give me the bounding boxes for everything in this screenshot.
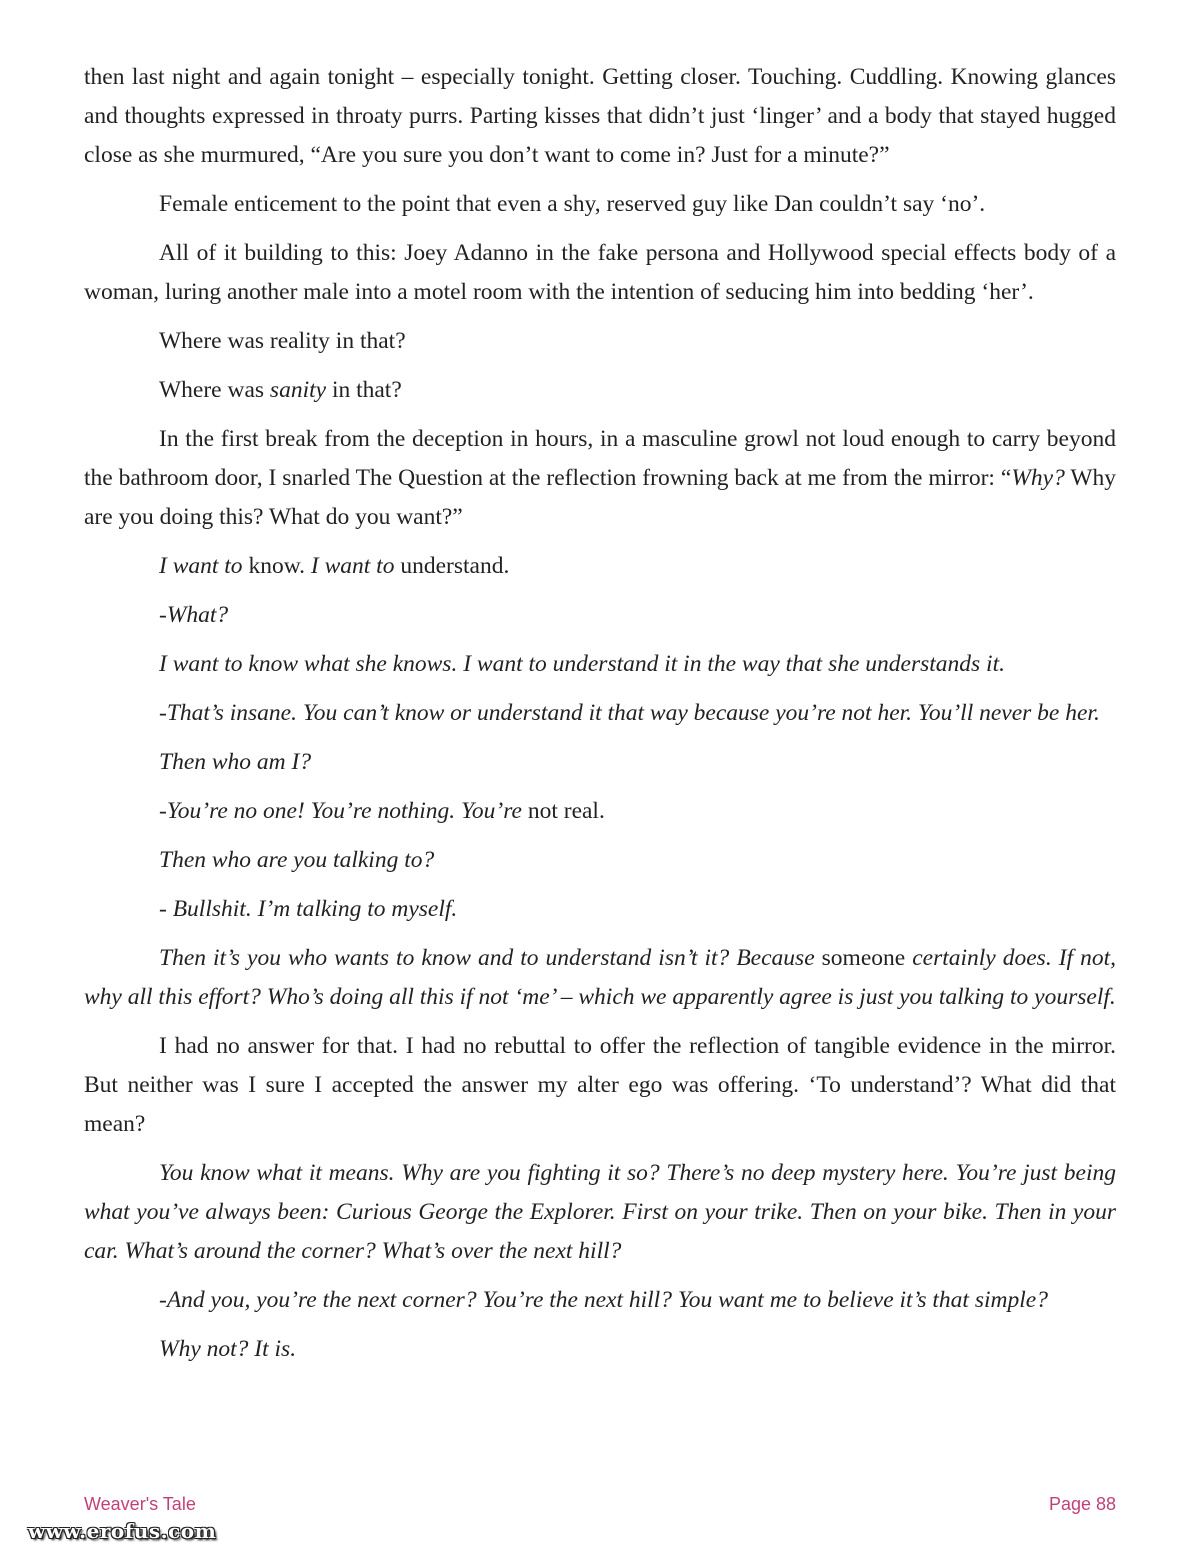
paragraph bbox=[84, 547, 1116, 586]
paragraph bbox=[84, 58, 1116, 175]
paragraph bbox=[84, 792, 1116, 831]
text-run: All of it building to this: Joey Adanno in the fake persona and Hollywood special effects body of a woman, luring another male into a motel room with the intention of seducing him into bedding ‘her’. bbox=[84, 240, 1116, 305]
paragraph bbox=[84, 420, 1116, 537]
site-watermark: www.erofus.com bbox=[28, 1519, 217, 1543]
italic-text-run: Then who am I? bbox=[159, 749, 312, 775]
page-footer bbox=[84, 1494, 1116, 1520]
italic-text-run: Why? bbox=[1011, 465, 1065, 491]
text-run: not real. bbox=[521, 798, 605, 824]
page-body bbox=[84, 58, 1116, 1379]
paragraph bbox=[84, 1281, 1116, 1320]
text-run: in that? bbox=[326, 377, 402, 403]
italic-text-run: I want to know what she knows. I want to understand it in the way that she understands it. bbox=[159, 651, 1005, 677]
italic-text-run: Why not? It is. bbox=[159, 1336, 297, 1362]
footer-book-title: Weaver's Tale bbox=[84, 1494, 196, 1514]
text-run: Where was bbox=[159, 377, 270, 403]
paragraph bbox=[84, 1154, 1116, 1271]
italic-text-run: -And you, you’re the next corner? You’re the next hill? You want me to believe it’s that simple? bbox=[159, 1287, 1048, 1313]
text-run: Where was reality in that? bbox=[159, 328, 406, 354]
italic-text-run: You know what it means. Why are you fighting it so? There’s no deep mystery here. You’re just being what you’ve always been: Curious George the Explorer. First on your trike. Then on your bike. Then in your car. What’s around the corner? What’s over the next hill? bbox=[84, 1160, 1116, 1264]
text-run: then last night and again tonight – especially tonight. Getting closer. Touching. Cuddling. Knowing glances and thoughts expressed in throaty purrs. Parting kisses that didn’t just ‘linger’ and a body that stayed hugged close as she murmured, “Are you sure you don’t want to come in? Just for a minute?” bbox=[84, 64, 1116, 168]
italic-text-run: certainly does. If not, why all this effort? Who’s doing all this if not ‘me’ – which we apparently agree is just you talking to yourself. bbox=[84, 945, 1116, 1010]
text-run: someone bbox=[814, 945, 913, 971]
paragraph bbox=[84, 1027, 1116, 1144]
paragraph bbox=[84, 371, 1116, 410]
paragraph bbox=[84, 1330, 1116, 1369]
footer-page-number: Page 88 bbox=[1048, 1494, 1116, 1514]
text-run: In the first break from the deception in hours, in a masculine growl not loud enough to carry beyond the bathroom door, I snarled The Question at the reflection frowning back at me from the mirror: “ bbox=[84, 426, 1116, 491]
italic-text-run: - Bullshit. I’m talking to myself. bbox=[159, 896, 458, 922]
italic-text-run: Then it’s you who wants to know and to understand isn’t it? Because bbox=[159, 945, 815, 971]
text-run: understand. bbox=[394, 553, 510, 579]
text-run: Female enticement to the point that even a shy, reserved guy like Dan couldn’t say ‘no’. bbox=[159, 191, 986, 217]
paragraph bbox=[84, 743, 1116, 782]
italic-text-run: Then who are you talking to? bbox=[159, 847, 435, 873]
text-run: I had no answer for that. I had no rebuttal to offer the reflection of tangible evidence in the mirror. But neither was I sure I accepted the answer my alter ego was offering. ‘To understand’? What did that mean? bbox=[84, 1033, 1116, 1137]
paragraph bbox=[84, 645, 1116, 684]
paragraph bbox=[84, 890, 1116, 929]
italic-text-run: I want to bbox=[159, 553, 243, 579]
text-run: know. bbox=[242, 553, 311, 579]
italic-text-run: -What? bbox=[159, 602, 229, 628]
italic-text-run: -That’s insane. You can’t know or understand it that way because you’re not her. You’ll never be her. bbox=[159, 700, 1100, 726]
paragraph bbox=[84, 939, 1116, 1017]
italic-text-run: -You’re no one! You’re nothing. You’re bbox=[159, 798, 522, 824]
italic-text-run: I want to bbox=[310, 553, 395, 579]
paragraph bbox=[84, 322, 1116, 361]
paragraph bbox=[84, 185, 1116, 224]
paragraph bbox=[84, 596, 1116, 635]
italic-text-run: sanity bbox=[269, 377, 327, 403]
paragraph bbox=[84, 694, 1116, 733]
text-run: Why are you doing this? What do you want?” bbox=[84, 465, 1117, 530]
paragraph bbox=[84, 234, 1116, 312]
paragraph bbox=[84, 841, 1116, 880]
